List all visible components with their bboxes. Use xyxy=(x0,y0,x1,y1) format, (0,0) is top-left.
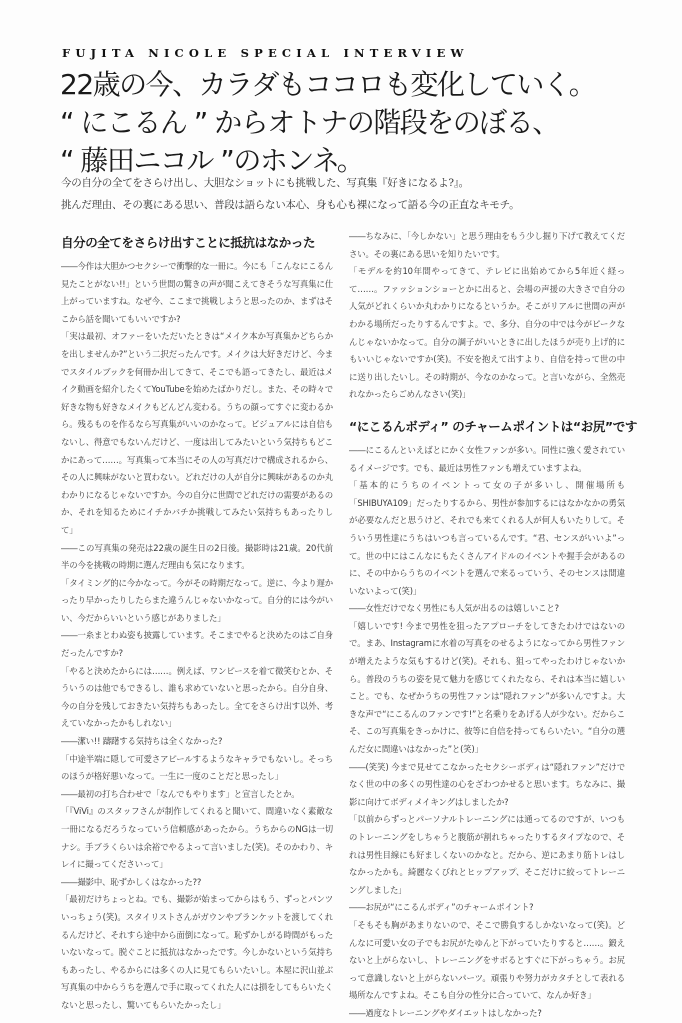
paragraph: ――過度なトレーニングやダイエットはしなかった? xyxy=(349,1007,542,1018)
section-heading: “にこるんボディ” のチャームポイントは“お尻”です xyxy=(349,418,637,434)
section-heading: 自分の全てをさらけ出すことに抵抗はなかった xyxy=(61,235,316,250)
paragraph: ――今作は大胆かつセクシーで衝撃的な一冊に。今にも「こんなにこるん見たことがない!!」という世間の驚きの声が聞こえてきそうな写真集に仕上がっていますね。なぜ今、ここまで挑戦しようと思ったのか、まずはそこから話を聞いてもいいですか? xyxy=(61,261,333,324)
paragraph: ――女性だけでなく男性にも人気が出るのは嬉しいこと? xyxy=(349,603,559,614)
paragraph: 「『ViVi』のスタッフさんが制作してくれると聞いて、間違いなく素敵な一冊になるだろうなっていう信頼感があったから。うちからのNGは一切ナシ。手ブラくらいは余裕でやるよって言いました(笑)。そのかわり、キレイに撮ってくださいって」 xyxy=(61,806,333,870)
paragraph: ――ちなみに、「今しかない」と思う理由をもう少し掘り下げて教えてください。その裏にある思いを知りたいです。 xyxy=(349,231,625,259)
paragraph: 「中途半端に隠して可愛さアピールするようなキャラでもないし。そっちのほうが格好悪いなって。一生に一度のことだと思ったし」 xyxy=(61,753,333,782)
paragraph: ――この写真集の発売は22歳の誕生日の2日後。撮影時は21歳。20代前半の今を挑戦の時期に選んだ理由も気になります。 xyxy=(61,542,333,571)
paragraph: 「嬉しいです! 今まで男性を狙ったアプローチをしてきたわけではないので。まあ、Instagramに水着の写真をのせるようになってから男性ファンが増えたような気もするけど(笑)。それも、狙ってやったわけじゃないから。普段のうちの姿を見て魅力を感じてくれたなら、それは本当に嬉しいこと。でも、なぜかうちの男性ファンは“隠れファン”が多いんですよ。大きな声で“にこるんのファンです!”と名乗りをあげる人が少ない。だからこそ、この写真集をきっかけに、彼等に自信を持ってもらいたい。“自分の選んだ女に間違いはなかった”と(笑)」 xyxy=(349,620,625,755)
paragraph: 「やると決めたからには……。例えば、ワンピースを着て微笑むとか、そういうのは他でもできるし、誰も求めていないと思ったから。自分自身、今の自分を残しておきたい気持ちもあったし。全てをさらけ出す以外、考えていなかったかもしれない」 xyxy=(61,665,333,729)
headline-line: 22歳の今、カラダもココロも変化していく。 xyxy=(60,68,596,101)
right-column xyxy=(349,228,637,1023)
paragraph: 「モデルを約10年間やってきて、テレビに出始めてから5年近く経って……。ファッションショーとかに出ると、会場の声援の大きさで自分の人気がどれくらいか丸わかりになるというか。そこがリアルに世間の声がわかる場所だったりするんですよ。で、多分、自分の中では今がピークなんじゃないかなって。自分の調子がいいときに出したほうが売り上げ的にもいいじゃないですか(笑)。不安を抱えて出すより、自信を持って世の中に送り出したいし。その時期が、今なのかなって。と言いながら、全然売れなかったらごめんなさい(笑)」 xyxy=(349,266,625,400)
paragraph: ――撮影中、恥ずかしくはなかった?? xyxy=(61,876,202,887)
paragraph: 「基本的にうちのイベントって女の子が多いし、開催場所も「SHIBUYA109」だったりするから、男性が参加するにはなかなかの勇気が必要なんだと思うけど、それでも来てくれる人が何人もいたりして。そういう男性達にうちはいつも言っているんです。“君、センスがいいよ”って。世の中にはこんなにもたくさんアイドルのイベントや握手会があるのに、その中からうちのイベントを選んで来るっていう、そのセンスは間違いないよって(笑)」 xyxy=(349,480,625,596)
paragraph: 「以前からずっとパーソナルトレーニングには通ってるのですが、いつものトレーニングをしちゃうと腹筋が割れちゃったりするタイプなので、それは男性目線にも好ましくないのかなと。だから、逆にあまり筋トレはしなかったかも。綺麗なくびれとヒップアップ、そこだけに絞ってトレーニングしました」 xyxy=(349,814,625,895)
paragraph: ――にこるんといえばとにかく女性ファンが多い。同性に強く愛されているイメージです。でも、最近は男性ファンも増えていますよね。 xyxy=(349,444,625,473)
headline-line: “ にこるん ” からオトナの階段をのぼる、 xyxy=(60,106,559,139)
kicker: FUJITA NICOLE SPECIAL INTERVIEW xyxy=(62,46,469,60)
headline-line: “ 藤田ニコル ”のホンネ。 xyxy=(60,144,364,177)
left-column xyxy=(61,234,333,1015)
paragraph: ――(笑笑) 今まで見せてこなかったセクシーボディは“隠れファン”だけでなく世の中の多くの男性達の心をざわつかせると思います。ちなみに、撮影に向けてボディメイキングはしましたか? xyxy=(349,761,625,807)
paragraph: ――お尻が“にこるんボディ”のチャームポイント? xyxy=(349,902,534,913)
paragraph: ――一糸まとわぬ姿も披露しています。そこまでやると決めたのはご自身だったんですか? xyxy=(61,630,333,659)
paragraph: 「最初だけちょっとね。でも、撮影が始まってからはもう、ずっとパンツいっちょう(笑)。スタイリストさんがガウンやブランケットを渡してくれるんだけど、それすら途中から面倒になって。恥ずかしがる時間がもったいないなって。脱ぐことに抵抗はなかったです。今しかないという気持ちもあったし、やるからには多くの人に見てもらいたいし。本屋に沢山並ぶ写真集の中からうちを選んで手に取ってくれた人には損をしてもらいたくないと思ったし、驚いてもらいたかったし」 xyxy=(61,894,333,1010)
lede-line: 挑んだ理由、その裏にある思い、普段は語らない本心、身も心も裸になって語る今の正直なキモチ。 xyxy=(61,199,520,211)
paragraph: 「そもそも胸があまりないので、そこで勝負するしかないなって(笑)。どんなに可愛い女の子でもお尻がたゆんと下がっていたりすると……。鍛えないと上がらないし、トレーニングをサボるとすぐに下がっちゃう。お尻って意識しないと上がらないパーツ。頑張りや努力がカタチとして表れる場所なんですよね。そこも自分の性分に合っていて、なんか好き」 xyxy=(349,919,625,1001)
paragraph: 「実は最初、オファーをいただいたときは“メイク本か写真集かどちらかを出しませんか?”という二択だったんです。メイクは大好きだけど、今までスタイルブックを何冊か出してきて、そこでも語ってきたし、最近はメイク動画を紹介したくてYouTubeを始めたばかりだし。また、その時々で好きな物も好きなメイクもどんどん変わる。うちの顔ってすぐに変わるから。残るものを作るなら写真集がいいのかなって。ビジュアルには自信もないし、得意でもないんだけど、一度は出してみたいという気持ちもどこかにあって……。写真集って本当にその人の写真だけで構成されるから、その人に興味がないと買わない。どれだけの人が自分に興味があるのか丸わかりになるじゃないですか。今の自分に世間でどれだけの需要があるのか、それを知るためにイチかバチか挑戦してみたい気持ちもあったりして」 xyxy=(61,331,333,535)
paragraph: ――最初の打ち合わせで「なんでもやります」と宣言したとか。 xyxy=(61,788,300,799)
headline xyxy=(60,66,660,180)
lede-line: 今の自分の全てをさらけ出し、大胆なショットにも挑戦した、写真集『好きになるよ?』。 xyxy=(61,177,469,189)
paragraph: 「タイミング的に今かなって。今がその時期だなって。逆に、今より遅かったり早かったりしたらまた違うんじゃないかなって。自分的には今がいい、今だからいいという感じがありました」 xyxy=(61,577,333,623)
paragraph: ――潔い!! 躊躇する気持ちは全くなかった? xyxy=(61,736,223,747)
lede xyxy=(61,172,661,216)
